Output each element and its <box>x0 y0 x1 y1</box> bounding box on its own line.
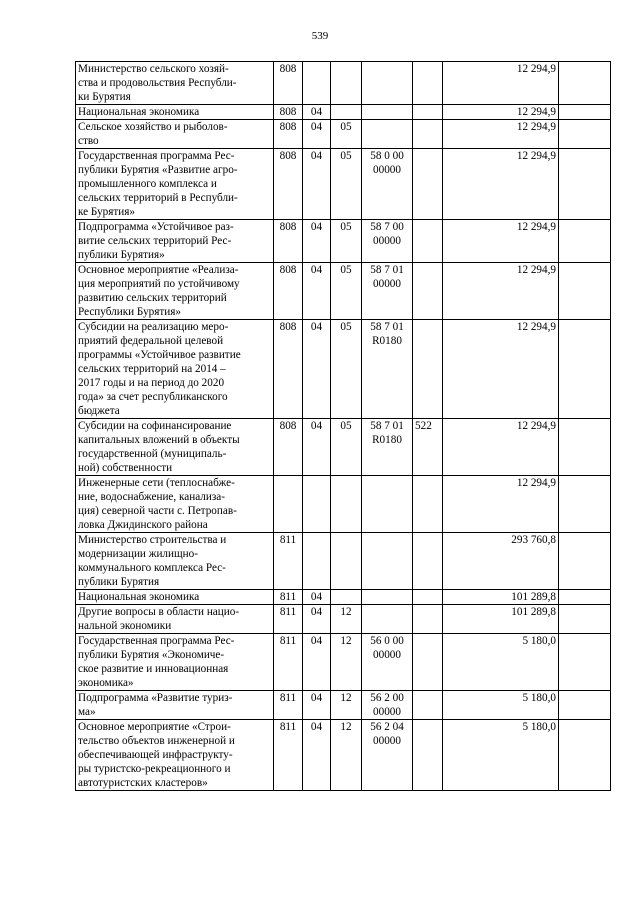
row-csr-code: 58 7 01 R0180 <box>362 320 413 419</box>
table-row <box>76 120 611 149</box>
row-csr-code: 58 7 01 00000 <box>362 263 413 320</box>
row-csr-code: 56 2 04 00000 <box>362 720 413 791</box>
row-rz-code: 04 <box>303 419 331 476</box>
row-vr-code <box>413 263 443 320</box>
row-empty-cell <box>559 320 611 419</box>
row-vr-code <box>413 634 443 691</box>
row-amount: 5 180,0 <box>443 720 559 791</box>
row-empty-cell <box>559 419 611 476</box>
table-row <box>76 263 611 320</box>
row-empty-cell <box>559 263 611 320</box>
budget-table <box>75 61 611 791</box>
row-gr-code: 808 <box>274 263 303 320</box>
table-row <box>76 149 611 220</box>
row-csr-code: 58 7 00 00000 <box>362 220 413 263</box>
row-rz-code: 04 <box>303 634 331 691</box>
row-rz-code <box>303 533 331 590</box>
row-gr-code: 808 <box>274 419 303 476</box>
row-vr-code <box>413 62 443 105</box>
row-csr-code <box>362 605 413 634</box>
row-name: Государственная программа Рес- публики Бурятия «Развитие агро- промышленного комплекса и сельских территорий в Республи- ке Бурятия» <box>76 149 274 220</box>
row-gr-code: 811 <box>274 533 303 590</box>
row-empty-cell <box>559 220 611 263</box>
row-vr-code <box>413 476 443 533</box>
row-amount: 12 294,9 <box>443 476 559 533</box>
table-row <box>76 533 611 590</box>
row-vr-code <box>413 220 443 263</box>
row-amount: 12 294,9 <box>443 149 559 220</box>
row-gr-code: 811 <box>274 720 303 791</box>
row-rz-code: 04 <box>303 149 331 220</box>
table-row <box>76 476 611 533</box>
row-empty-cell <box>559 691 611 720</box>
row-pr-code <box>331 476 362 533</box>
row-amount: 12 294,9 <box>443 105 559 120</box>
row-rz-code: 04 <box>303 605 331 634</box>
row-vr-code <box>413 720 443 791</box>
row-pr-code: 05 <box>331 120 362 149</box>
row-vr-code <box>413 120 443 149</box>
row-rz-code: 04 <box>303 220 331 263</box>
row-amount: 12 294,9 <box>443 62 559 105</box>
row-name: Субсидии на реализацию меро- приятий федеральной целевой программы «Устойчивое развитие сельских территорий на 2014 – 2017 годы и на период до 2020 года» за счет республиканского бюджета <box>76 320 274 419</box>
row-name: Сельское хозяйство и рыболов- ство <box>76 120 274 149</box>
row-rz-code: 04 <box>303 263 331 320</box>
row-csr-code <box>362 120 413 149</box>
row-empty-cell <box>559 476 611 533</box>
row-amount: 5 180,0 <box>443 634 559 691</box>
row-name: Основное мероприятие «Строи- тельство объектов инженерной и обеспечивающей инфраструкту- ры туристско-рекреационного и автотуристских кластеров» <box>76 720 274 791</box>
row-rz-code: 04 <box>303 691 331 720</box>
row-amount: 12 294,9 <box>443 320 559 419</box>
row-pr-code: 05 <box>331 320 362 419</box>
row-name: Инженерные сети (теплоснабже- ние, водоснабжение, канализа- ция) северной части с. Петропав- ловка Джидинского района <box>76 476 274 533</box>
row-amount: 101 289,8 <box>443 605 559 634</box>
row-csr-code <box>362 62 413 105</box>
row-rz-code: 04 <box>303 720 331 791</box>
row-pr-code: 05 <box>331 220 362 263</box>
row-pr-code: 12 <box>331 605 362 634</box>
row-amount: 12 294,9 <box>443 220 559 263</box>
row-amount: 12 294,9 <box>443 263 559 320</box>
row-vr-code <box>413 691 443 720</box>
row-csr-code: 56 0 00 00000 <box>362 634 413 691</box>
row-name: Национальная экономика <box>76 105 274 120</box>
row-amount: 101 289,8 <box>443 590 559 605</box>
row-rz-code <box>303 476 331 533</box>
row-csr-code <box>362 590 413 605</box>
row-empty-cell <box>559 605 611 634</box>
table-row <box>76 590 611 605</box>
row-pr-code <box>331 62 362 105</box>
row-gr-code: 811 <box>274 691 303 720</box>
row-vr-code <box>413 320 443 419</box>
row-csr-code <box>362 476 413 533</box>
row-csr-code <box>362 533 413 590</box>
row-pr-code: 05 <box>331 419 362 476</box>
row-rz-code <box>303 62 331 105</box>
table-row <box>76 720 611 791</box>
table-row <box>76 605 611 634</box>
row-vr-code <box>413 605 443 634</box>
budget-table-body <box>76 62 611 791</box>
row-name: Министерство строительства и модернизации жилищно- коммунального комплекса Рес- публики Бурятия <box>76 533 274 590</box>
row-empty-cell <box>559 120 611 149</box>
row-gr-code: 808 <box>274 62 303 105</box>
row-csr-code <box>362 105 413 120</box>
row-empty-cell <box>559 62 611 105</box>
row-name: Государственная программа Рес- публики Бурятия «Экономиче- ское развитие и инновационная экономика» <box>76 634 274 691</box>
row-amount: 293 760,8 <box>443 533 559 590</box>
row-csr-code: 58 7 01 R0180 <box>362 419 413 476</box>
table-row <box>76 691 611 720</box>
row-amount: 5 180,0 <box>443 691 559 720</box>
row-gr-code: 811 <box>274 634 303 691</box>
row-pr-code <box>331 105 362 120</box>
row-csr-code: 58 0 00 00000 <box>362 149 413 220</box>
row-gr-code: 808 <box>274 105 303 120</box>
row-gr-code: 811 <box>274 605 303 634</box>
row-vr-code <box>413 590 443 605</box>
row-pr-code: 05 <box>331 149 362 220</box>
row-amount: 12 294,9 <box>443 419 559 476</box>
row-rz-code: 04 <box>303 105 331 120</box>
row-vr-code <box>413 533 443 590</box>
row-empty-cell <box>559 149 611 220</box>
row-pr-code: 12 <box>331 634 362 691</box>
page-number: 539 <box>311 30 329 42</box>
row-name: Субсидии на софинансирование капитальных вложений в объекты государственной (муниципаль- ной) собственности <box>76 419 274 476</box>
row-pr-code <box>331 590 362 605</box>
row-empty-cell <box>559 533 611 590</box>
row-pr-code: 05 <box>331 263 362 320</box>
row-gr-code <box>274 476 303 533</box>
row-empty-cell <box>559 105 611 120</box>
row-name: Основное мероприятие «Реализа- ция мероприятий по устойчивому развитию сельских территорий Республики Бурятия» <box>76 263 274 320</box>
row-name: Подпрограмма «Развитие туриз- ма» <box>76 691 274 720</box>
row-gr-code: 808 <box>274 220 303 263</box>
row-empty-cell <box>559 634 611 691</box>
table-row <box>76 62 611 105</box>
table-row <box>76 634 611 691</box>
row-vr-code <box>413 105 443 120</box>
row-gr-code: 811 <box>274 590 303 605</box>
table-row <box>76 419 611 476</box>
row-rz-code: 04 <box>303 320 331 419</box>
row-gr-code: 808 <box>274 149 303 220</box>
row-vr-code <box>413 149 443 220</box>
row-gr-code: 808 <box>274 120 303 149</box>
row-amount: 12 294,9 <box>443 120 559 149</box>
table-row <box>76 105 611 120</box>
row-pr-code <box>331 533 362 590</box>
row-pr-code: 12 <box>331 720 362 791</box>
row-gr-code: 808 <box>274 320 303 419</box>
row-name: Другие вопросы в области нацио- нальной экономики <box>76 605 274 634</box>
row-pr-code: 12 <box>331 691 362 720</box>
row-rz-code: 04 <box>303 590 331 605</box>
row-vr-code: 522 <box>413 419 443 476</box>
row-name: Министерство сельского хозяй- ства и продовольствия Республи- ки Бурятия <box>76 62 274 105</box>
table-row <box>76 220 611 263</box>
row-name: Подпрограмма «Устойчивое раз- витие сельских территорий Рес- публики Бурятия» <box>76 220 274 263</box>
row-csr-code: 56 2 00 00000 <box>362 691 413 720</box>
row-empty-cell <box>559 590 611 605</box>
row-name: Национальная экономика <box>76 590 274 605</box>
table-row <box>76 320 611 419</box>
row-rz-code: 04 <box>303 120 331 149</box>
row-empty-cell <box>559 720 611 791</box>
